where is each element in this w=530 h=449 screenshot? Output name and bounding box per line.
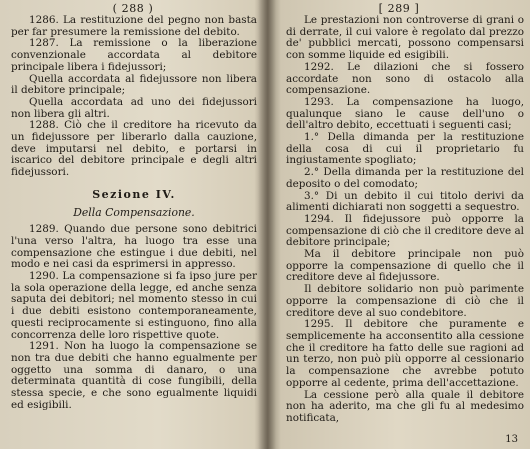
- paragraph-1288: 1288. Ciò che il creditore ha ricevuto da un fidejussore per liberarlo dalla cauzione, deve imputarsi nel debito, e portarsi in iscarico del debitore principale e degli altri fidejussori.: [11, 119, 257, 179]
- paragraph-1287: 1287. La remissione o la liberazione convenzionale accordata al debitore principale libera i fidejussori;: [11, 37, 257, 73]
- paragraph-cessione: La cessione però alla quale il debitore non ha aderito, ma che gli fu al medesimo notificata,: [286, 388, 524, 424]
- paragraph-1293: 1293. La compensazione ha luogo, qualunque siano le cause dell'uno o dell'altro debito, eccettuati i seguenti casi;: [286, 95, 524, 132]
- paragraph-1294-b: Ma il debitore principale non può opporre la compensazione di quello che il creditore deve al fidejussore.: [286, 248, 524, 284]
- section-subtitle: Della Compensazione.: [73, 205, 195, 219]
- paragraph-1287-b: Quella accordata al fidejussore non libera il debitore principale;: [11, 72, 257, 97]
- paragraph-1290: 1290. La compensazione si fa ipso jure per la sola operazione della legge, ed anche senza saputa dei debitori; nel momento stesso in cui i due debiti esistono contemporaneamente, questi reciprocamente si estinguono, fino alla concorrenza delle loro rispettive quote.: [11, 270, 257, 341]
- section-title: Sezione IV.: [92, 187, 176, 201]
- paragraph-prestazioni: Le prestazioni non controverse di grani o di derrate, il cui valore è regolato dal prezzo de' pubblici mercati, possono compensarsi con somme liquide ed esigibili.: [286, 14, 524, 62]
- right-page-content: [286, 15, 524, 425]
- right-page-number: [ 289 ]: [378, 2, 420, 15]
- paragraph-1287-c: Quella accordata ad uno dei fidejussori non libera gli altri.: [11, 95, 257, 120]
- paragraph-1295: 1295. Il debitore che puramente e semplicemente ha acconsentito alla cessione che il creditore ha fatto delle sue ragioni ad un terzo, non può più opporre al cessionario la compensazione che avrebbe potuto opporre al cedente, prima dell'accettazione.: [286, 318, 524, 389]
- signature-mark: 13: [505, 434, 518, 445]
- paragraph-1292: 1292. Le dilazioni che si fossero accordate non sono di ostacolo alla compensazione.: [286, 60, 524, 97]
- paragraph-1294-c: Il debitore solidario non può parimente opporre la compensazione di ciò che il creditore deve al suo condebitore.: [286, 283, 524, 319]
- right-page: [268, 0, 530, 449]
- paragraph-1293-item-2: 2.° Della dimanda per la restituzione del deposito o del comodato;: [286, 166, 524, 190]
- paragraph-1286: 1286. La restituzione del pegno non basta per far presumere la remissione del debito.: [11, 14, 257, 38]
- left-page-number: ( 288 ): [112, 2, 154, 15]
- paragraph-1293-item-3: 3.° Di un debito il cui titolo derivi da alimenti dichiarati non soggetti a sequestro.: [286, 189, 524, 214]
- paragraph-1289: 1289. Quando due persone sono debitrici l'una verso l'altra, ha luogo tra esse una compensazione che estingue i due debiti, nel modo e nei casi da esprimersi in appresso.: [11, 223, 257, 271]
- left-page-content: [11, 15, 257, 412]
- paragraph-1293-item-1: 1.° Della dimanda per la restituzione della cosa di cui il proprietario fu ingiustamente spogliato;: [286, 131, 524, 167]
- paragraph-1291: 1291. Non ha luogo la compensazione se non tra due debiti che hanno egualmente per oggetto una somma di danaro, o una determinata quantità di cose fungibili, della stessa specie, e che sono egualmente liquidi ed esigibili.: [11, 340, 257, 411]
- paragraph-1294: 1294. Il fidejussore può opporre la compensazione di ciò che il creditore deve al debitore principale;: [286, 212, 524, 249]
